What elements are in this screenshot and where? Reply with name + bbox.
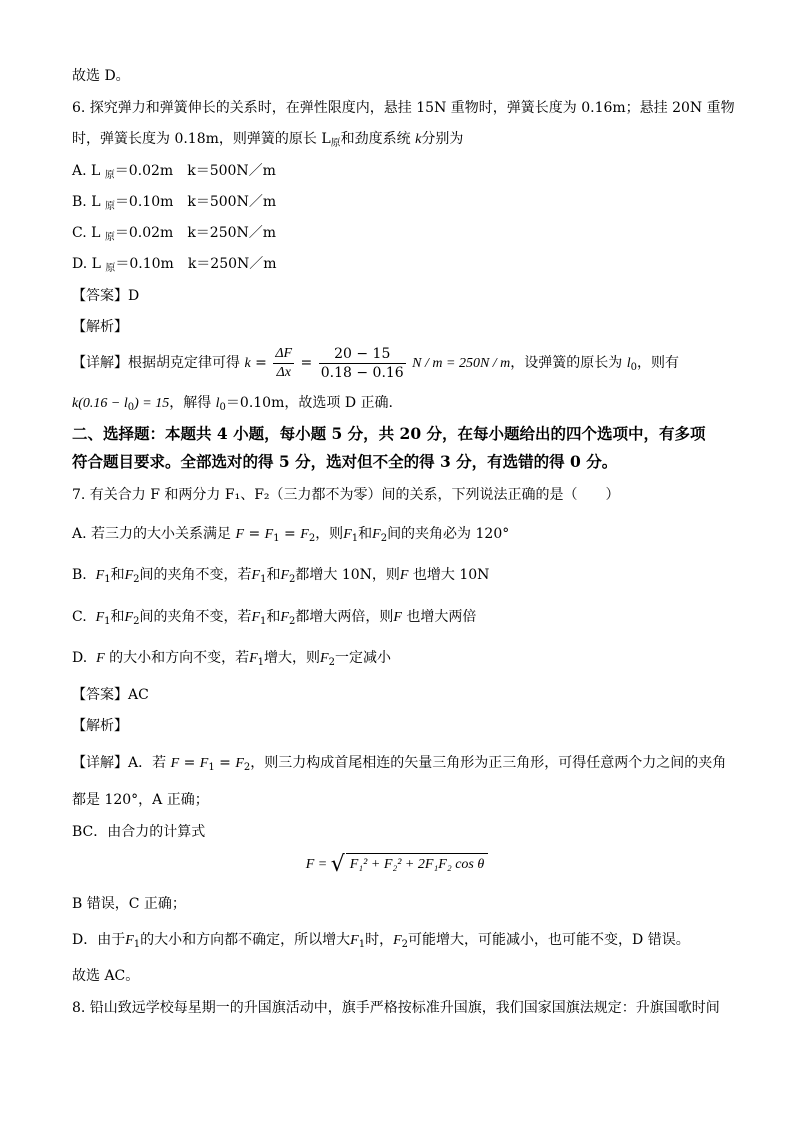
q6-stem-line1: 6. 探究弹力和弹簧伸长的关系时，在弹性限度内，悬挂 15N 重物时，弹簧长度为 0.16m；悬挂 20N 重物: [72, 100, 735, 116]
q7-detail-b-c: B 错误，C 正确；: [72, 896, 186, 912]
q7-option-a: A. 若三力的大小关系满足 $F = F_1 = F_2$，则$F_1$和$F_2$间的夹角必为 120°: [72, 526, 510, 544]
q6-stem-line2: 时，弹簧长度为 0.18m，则弹簧的原长 $L_原$和劲度系统 k分别为: [72, 131, 464, 149]
q7-option-d: D. F 的大小和方向不变，若$F_1$增大，则$F_2$一定减小: [72, 650, 391, 668]
section2-heading-line2: 符合题目要求。全部选对的得 5 分，选对但不全的得 3 分，有选错的得 0 分。: [72, 452, 618, 471]
q7-stem: 7. 有关合力 F 和两分力 F₁、F₂（三力都不为零）间的关系，下列说法正确的是（ ）: [72, 487, 620, 503]
q6-detail-line1: 【详解】根据胡克定律可得 k = $\frac{\Delta F}{\Delta x}$ = $\frac{20 - 15}{0.18 - 0.16}$ N / m = 250N / m，设弹簧的原长为 $l_0$，则有: [72, 345, 680, 381]
q7-detail-a-line2: 都是 120°，A 正确；: [72, 792, 209, 808]
q6-option-c: C. L $_原$＝0.02m k＝250N／m: [72, 225, 277, 243]
section2-heading-line1: 二、选择题：本题共 4 小题，每小题 5 分，共 20 分，在每小题给出的四个选项中，有多项: [72, 424, 706, 443]
q6-detail-line2: $k(0.16 - l_0) = 15$，解得 $l_0=0.10m$，故选项 D 正确.: [72, 395, 393, 413]
q6-option-a: A. L $_原$＝0.02m k＝500N／m: [72, 163, 276, 181]
q7-option-b: B. $F_1$和$F_2$间的夹角不变，若$F_1$和$F_2$都增大 10N，则F 也增大 10N: [72, 567, 490, 585]
q6-option-d: D. L $_原$＝0.10m k＝250N／m: [72, 256, 277, 274]
q7-conclusion: 故选 AC。: [72, 968, 140, 984]
q6-analysis-label: 【解析】: [72, 319, 128, 335]
q7-option-c: C. $F_1$和$F_2$间的夹角不变，若$F_1$和$F_2$都增大两倍，则F 也增大两倍: [72, 609, 477, 627]
q7-analysis-label: 【解析】: [72, 718, 128, 734]
q7-answer: 【答案】AC: [72, 687, 149, 703]
q7-detail-a: 【详解】A．若 $F = F_1 = F_2$，则三力构成首尾相连的矢量三角形为正三角形，可得任意两个力之间的夹角: [72, 755, 727, 773]
resultant-force-formula: F = √ F₁² + F₂² + 2F₁F₂ cos θ: [0, 852, 794, 877]
q6-option-b: B. L $_原$＝0.10m k＝500N／m: [72, 194, 277, 212]
q6-answer: 【答案】D: [72, 288, 140, 304]
q7-detail-d: D．由于$F_1$的大小和方向都不确定，所以增大$F_1$时，$F_2$可能增大，可能减小，也可能不变，D 错误。: [72, 932, 690, 950]
q5-conclusion: 故选 D。: [72, 68, 130, 84]
q8-stem: 8. 铅山致远学校每星期一的升国旗活动中，旗手严格按标准升国旗，我们国家国旗法规定：升旗国歌时间: [72, 1000, 720, 1016]
q7-detail-bc: BC．由合力的计算式: [72, 824, 206, 840]
